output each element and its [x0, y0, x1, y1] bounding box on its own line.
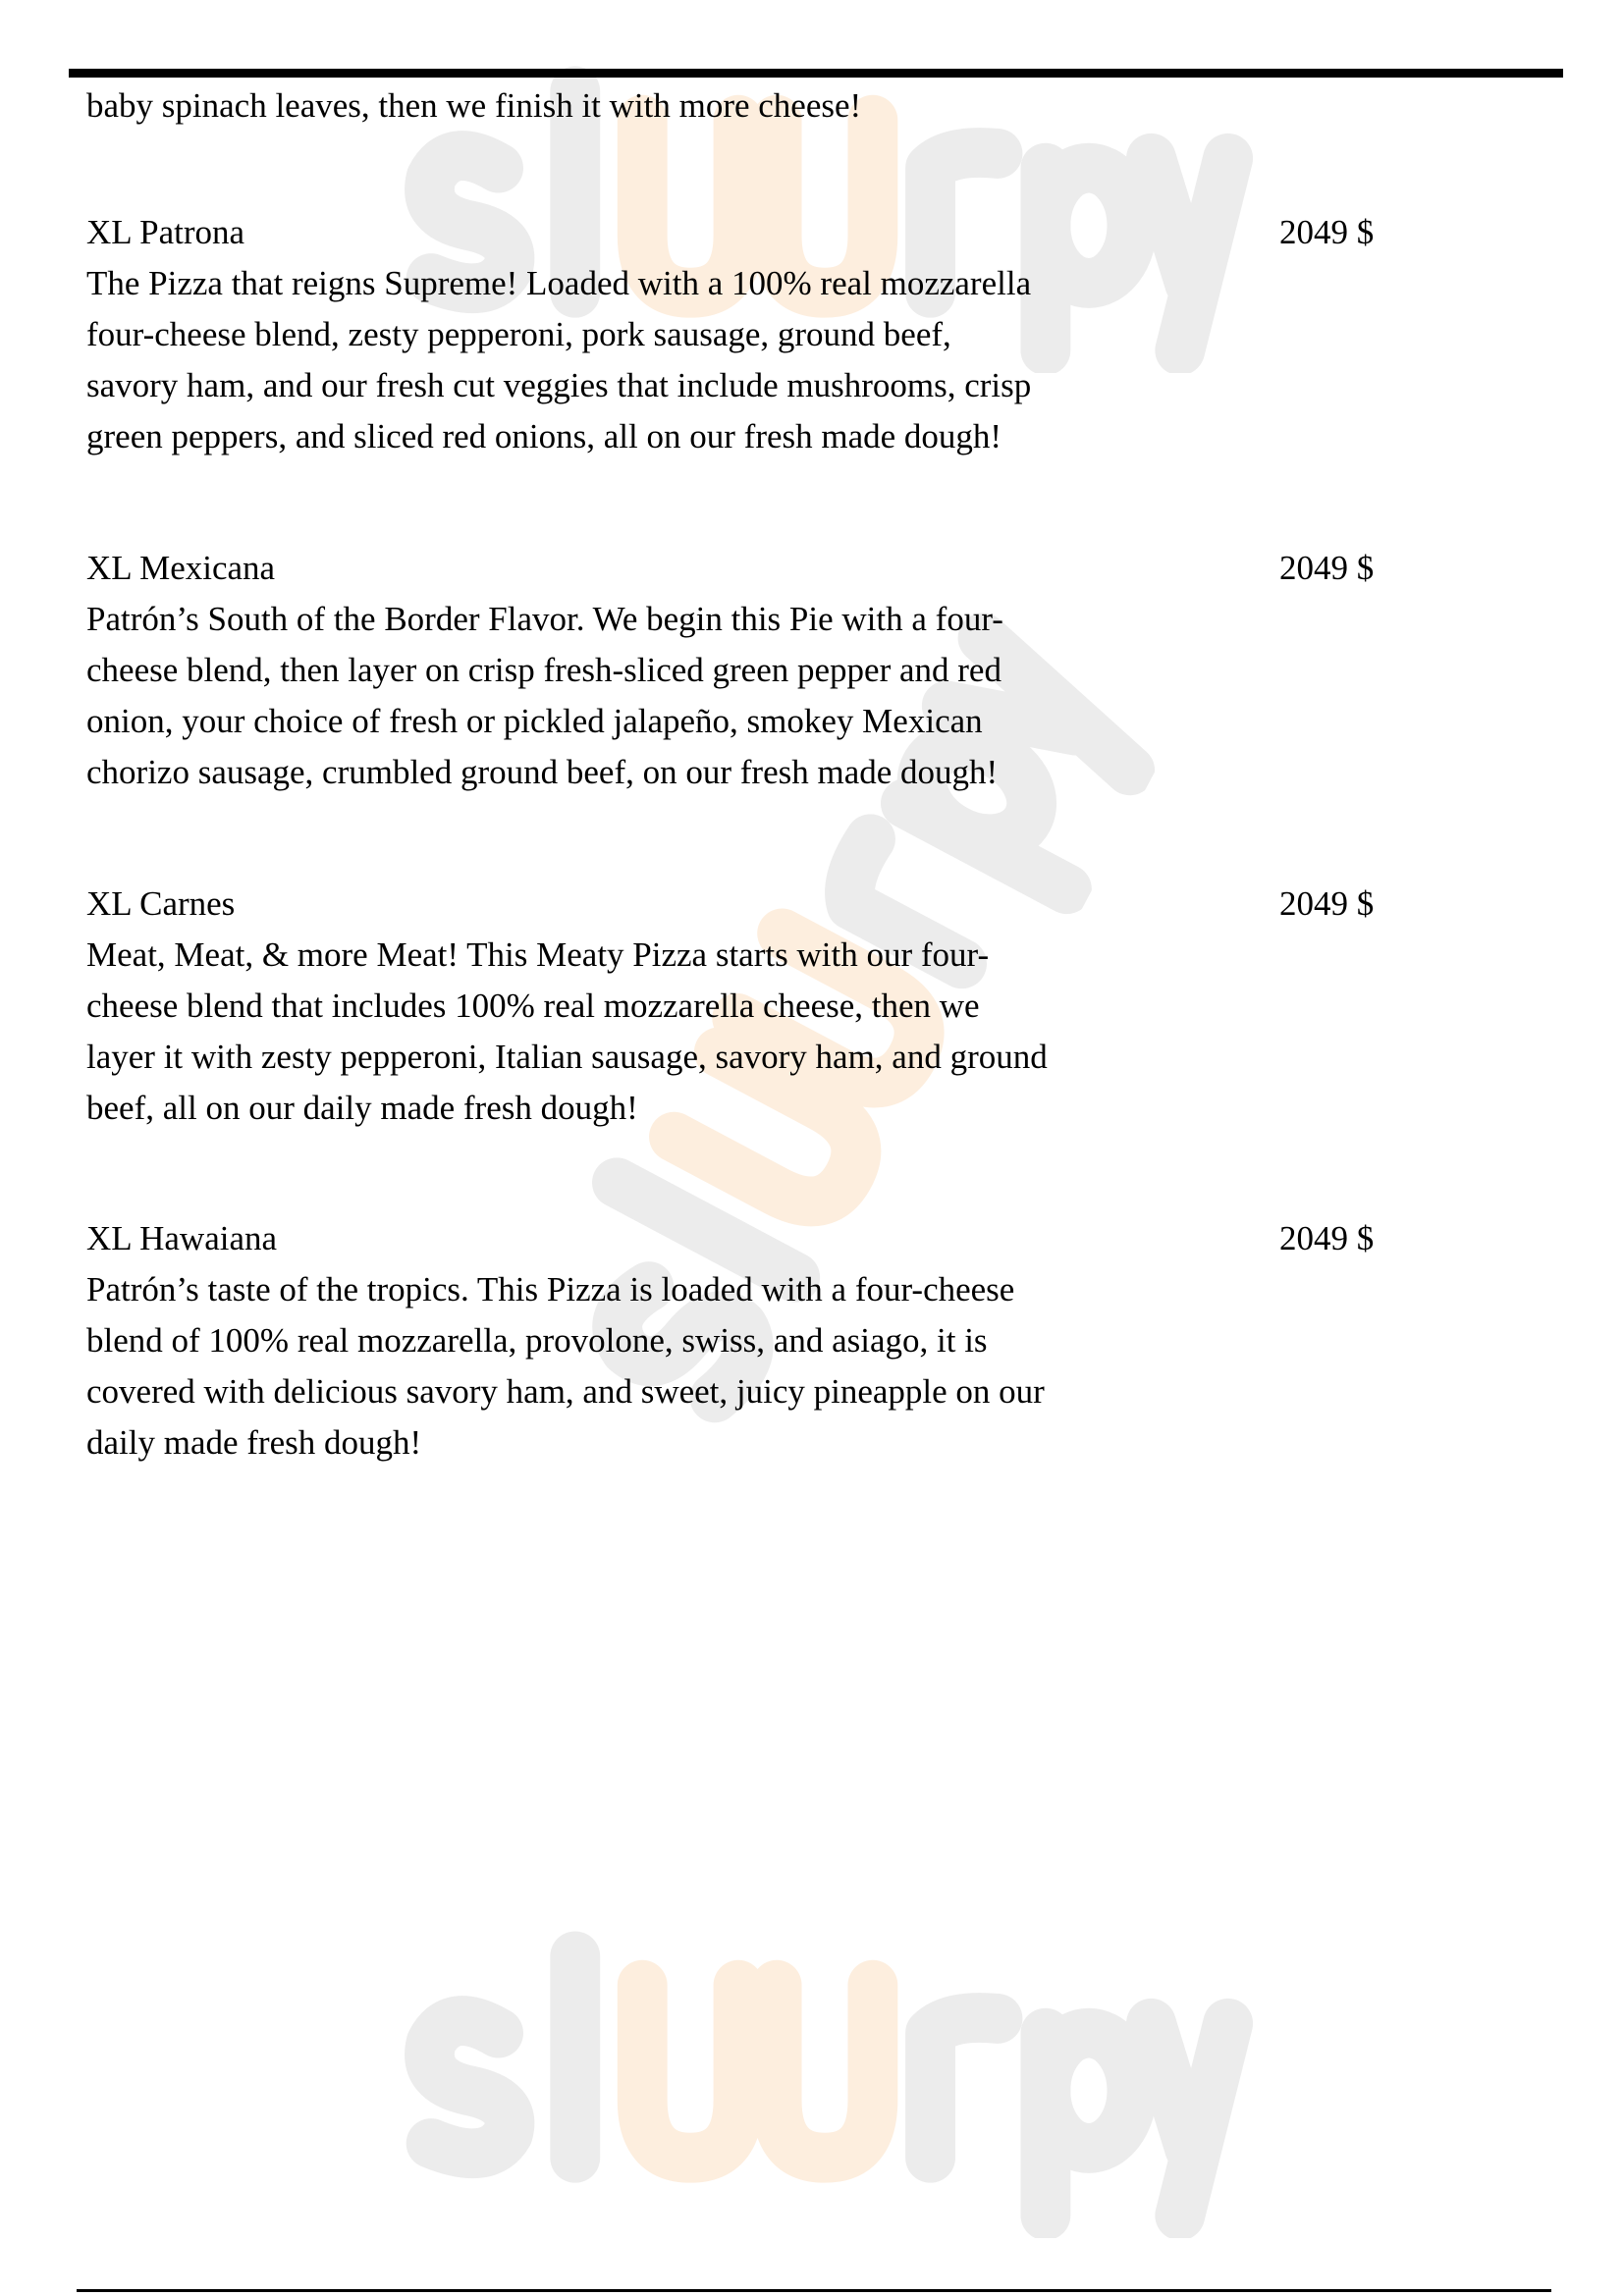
item-price-patrona: 2049 $ [1279, 213, 1375, 251]
continued-description: baby spinach leaves, then we finish it with more cheese! [86, 86, 862, 125]
item-name: XL Carnes [86, 884, 236, 923]
item-price-mexicana: 2049 $ [1279, 549, 1375, 587]
item-description-line: daily made fresh dough! [86, 1423, 422, 1462]
menu-item-hawaiana [86, 1213, 1255, 1468]
item-description-line: savory ham, and our fresh cut veggies that include mushrooms, crisp [86, 366, 1032, 404]
item-description-line: green peppers, and sliced red onions, all on our fresh made dough! [86, 417, 1002, 455]
item-description-line: cheese blend that includes 100% real mozzarella cheese, then we [86, 987, 980, 1025]
item-price-hawaiana: 2049 $ [1279, 1219, 1375, 1257]
item-description-line: beef, all on our daily made fresh dough! [86, 1089, 638, 1127]
item-name: XL Hawaiana [86, 1219, 278, 1257]
top-divider [69, 69, 1563, 78]
item-description-line: cheese blend, then layer on crisp fresh-sliced green pepper and red [86, 651, 1001, 689]
menu-item-patrona [86, 207, 1255, 462]
item-description-line: blend of 100% real mozzarella, provolone, swiss, and asiago, it is [86, 1321, 988, 1360]
item-description-line: Patrón’s taste of the tropics. This Pizza is loaded with a four-cheese [86, 1270, 1015, 1308]
item-description-line: chorizo sausage, crumbled ground beef, on our fresh made dough! [86, 753, 999, 791]
item-name: XL Mexicana [86, 549, 276, 587]
bottom-divider [77, 2289, 1551, 2292]
item-price-carnes: 2049 $ [1279, 884, 1375, 923]
item-description-line: layer it with zesty pepperoni, Italian sausage, savory ham, and ground [86, 1038, 1048, 1076]
item-description-line: The Pizza that reigns Supreme! Loaded with a 100% real mozzarella [86, 264, 1032, 302]
watermark-logo-bottom [393, 1924, 1257, 2238]
item-description-line: four-cheese blend, zesty pepperoni, pork sausage, ground beef, [86, 315, 951, 353]
item-name: XL Patrona [86, 213, 245, 251]
menu-item-carnes [86, 879, 1255, 1134]
item-description-line: onion, your choice of fresh or pickled jalapeño, smokey Mexican [86, 702, 983, 740]
item-description-line: Meat, Meat, & more Meat! This Meaty Pizza starts with our four- [86, 935, 990, 974]
item-description-line: covered with delicious savory ham, and sweet, juicy pineapple on our [86, 1372, 1045, 1411]
menu-item-mexicana [86, 543, 1255, 798]
item-description-line: Patrón’s South of the Border Flavor. We begin this Pie with a four- [86, 600, 1003, 638]
